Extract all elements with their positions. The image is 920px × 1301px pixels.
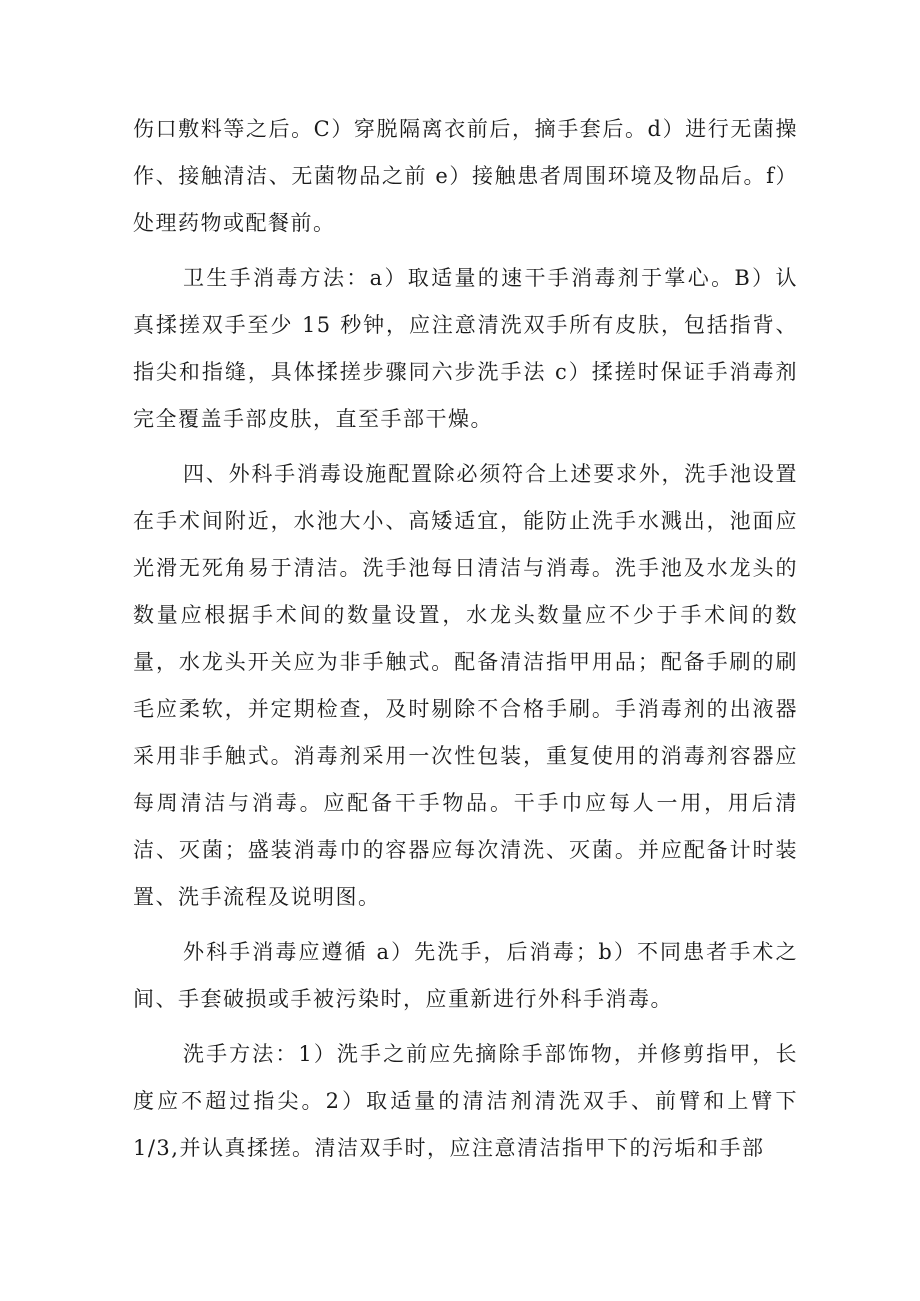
paragraph-handwashing-method: 洗手方法：1）洗手之前应先摘除手部饰物，并修剪指甲，长度应不超过指尖。2）取适量的清洁剂清洗双手、前臂和上臂下1/3,并认真揉搓。清洁双手时，应注意清洁指甲下的污垢和手部 bbox=[133, 1042, 798, 1160]
paragraph-surgical-facilities: 四、外科手消毒设施配置除必须符合上述要求外，洗手池设置在手术间附近，水池大小、高矮适宜，能防止洗手水溅出，池面应光滑无死角易于清洁。洗手池每日清洁与消毒。洗手池及水龙头的数量应根据手术间的数量设置，水龙头数量应不少于手术间的数量，水龙头开关应为非手触式。配备清洁指甲用品；配备手刷的刷毛应柔软，并定期检查，及时剔除不合格手刷。手消毒剂的出液器采用非手触式。消毒剂采用一次性包装，重复使用的消毒剂容器应每周清洁与消毒。应配备干手物品。干手巾应每人一用，用后清洁、灭菌；盛装消毒巾的容器应每次清洗、灭菌。并应配备计时装置、洗手流程及说明图。 bbox=[133, 462, 798, 909]
document-body bbox=[133, 106, 798, 1180]
paragraph-surgical-principles: 外科手消毒应遵循 a）先洗手，后消毒；b）不同患者手术之间、手套破损或手被污染时，应重新进行外科手消毒。 bbox=[133, 940, 798, 1011]
paragraph-hand-hygiene-moments-continued: 伤口敷料等之后。C）穿脱隔离衣前后，摘手套后。d）进行无菌操作、接触清洁、无菌物品之前 e）接触患者周围环境及物品后。f）处理药物或配餐前。 bbox=[133, 117, 798, 235]
paragraph-hygienic-hand-disinfection: 卫生手消毒方法：a）取适量的速干手消毒剂于掌心。B）认真揉搓双手至少 15 秒钟，应注意清洗双手所有皮肤，包括指背、指尖和指缝，具体揉搓步骤同六步洗手法 c）揉搓时保证手消毒剂完全覆盖手部皮肤，直至手部干燥。 bbox=[133, 266, 798, 431]
